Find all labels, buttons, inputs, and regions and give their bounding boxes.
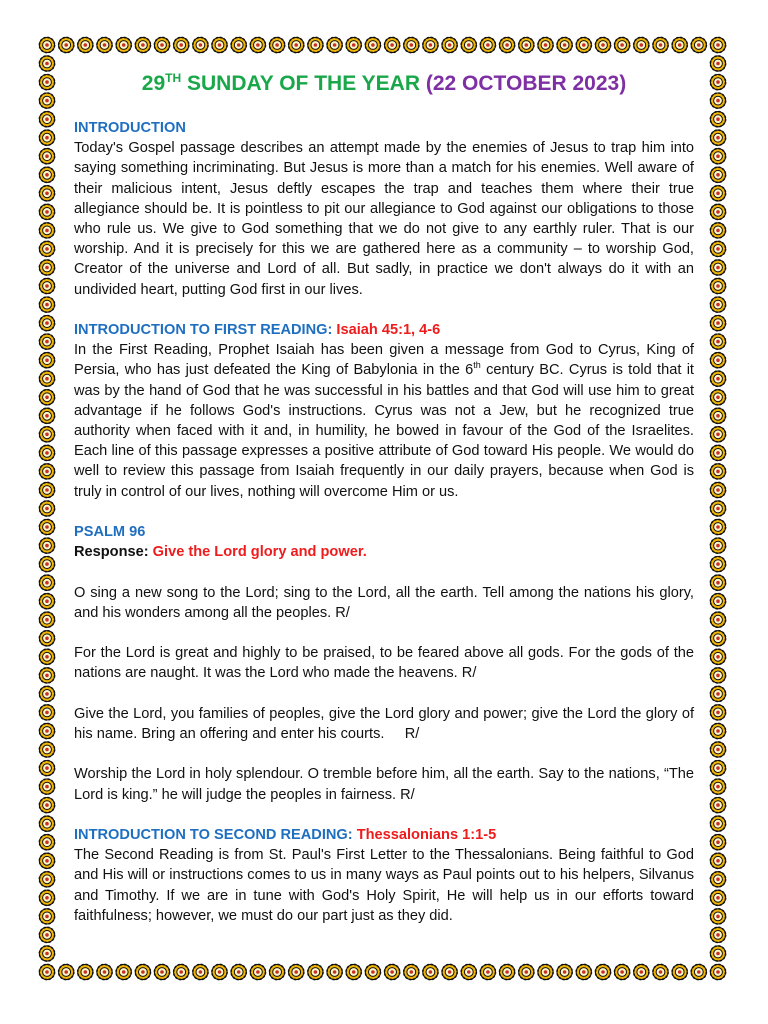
second-reading-section	[74, 825, 694, 926]
psalm-verse: For the Lord is great and highly to be praised, to be feared above all gods. For the gods of the nations are naught. It was the Lord who made the heavens. R/	[74, 645, 694, 682]
sunflower-ornament	[710, 353, 725, 368]
sunflower-ornament	[39, 705, 54, 720]
sunflower-ornament	[346, 37, 361, 52]
sunflower-ornament	[39, 149, 54, 164]
sunflower-ornament	[710, 334, 725, 349]
sunflower-ornament	[174, 37, 189, 52]
sunflower-ornament	[442, 37, 457, 52]
sunflower-ornament	[557, 964, 572, 979]
psalm-verse: Worship the Lord in holy splendour. O tremble before him, all the earth. Say to the nations, “The Lord is king.” he will judge the peoples in fairness. R/	[74, 766, 694, 803]
first-reading-text-part: century BC. Cyrus is told that it was by the hand of God that he was successful in his battles and that God will use him to great advantage if he follows God's instructions. Cyrus was not a Jew, but he recognized true authority when faced with it and, in humility, he bowed in favour of the God of the Israelites. Each line of this passage expresses a positive attribute of God toward His people. We would do well to review this passage from Isaiah frequently in our daily prayers, because when God is truly in control of our lives, nothing will overcome Him or us.	[74, 362, 694, 500]
sunflower-ornament	[653, 37, 668, 52]
sunflower-ornament	[595, 37, 610, 52]
sunflower-ornament	[270, 964, 285, 979]
sunflower-ornament	[97, 37, 112, 52]
sunflower-ornament	[39, 946, 54, 961]
first-reading-reference: Isaiah 45:1, 4-6	[336, 322, 441, 339]
sunflower-ornament	[39, 723, 54, 738]
sunflower-ornament	[634, 37, 649, 52]
sunflower-ornament	[710, 686, 725, 701]
sunflower-ornament	[710, 204, 725, 219]
sunflower-ornament	[39, 204, 54, 219]
sunflower-ornament	[39, 427, 54, 442]
sunflower-ornament	[710, 241, 725, 256]
psalm-response-line	[74, 542, 694, 562]
sunflower-ornament	[39, 130, 54, 145]
sunflower-ornament	[39, 112, 54, 127]
introduction-section	[74, 118, 694, 300]
sunflower-ornament	[710, 594, 725, 609]
sunflower-ornament	[39, 278, 54, 293]
sunflower-ornament	[710, 575, 725, 590]
sunflower-ornament	[59, 964, 74, 979]
sunflower-ornament	[710, 260, 725, 275]
sunflower-ornament	[212, 37, 227, 52]
sunflower-ornament	[97, 964, 112, 979]
sunflower-ornament	[710, 798, 725, 813]
sunflower-ornament	[39, 798, 54, 813]
sunflower-ornament	[710, 316, 725, 331]
sunflower-ornament	[39, 464, 54, 479]
sunflower-ornament	[39, 37, 54, 52]
sunflower-ornament	[710, 927, 725, 942]
sunflower-ornament	[231, 964, 246, 979]
sunflower-ornament	[710, 167, 725, 182]
sunflower-ornament	[710, 668, 725, 683]
sunflower-ornament	[423, 37, 438, 52]
sunflower-ornament	[39, 390, 54, 405]
sunflower-ornament	[442, 964, 457, 979]
sunflower-ornament	[39, 334, 54, 349]
sunflower-ornament	[193, 964, 208, 979]
first-reading-heading: INTRODUCTION TO FIRST READING:	[74, 322, 333, 339]
sunflower-ornament	[39, 575, 54, 590]
sunflower-ornament	[39, 316, 54, 331]
sunflower-ornament	[710, 705, 725, 720]
sunflower-ornament	[710, 278, 725, 293]
sunflower-ornament	[39, 964, 54, 979]
sunflower-ornament	[327, 964, 342, 979]
sunflower-ornament	[691, 37, 706, 52]
sunflower-ornament	[39, 93, 54, 108]
second-reading-reference: Thessalonians 1:1-5	[356, 827, 497, 843]
sunflower-ornament	[519, 37, 534, 52]
sunflower-ornament	[538, 37, 553, 52]
sunflower-ornament	[39, 631, 54, 646]
sunflower-ornament	[78, 37, 93, 52]
sunflower-ornament	[231, 37, 246, 52]
sunflower-ornament	[595, 964, 610, 979]
sunflower-ornament	[710, 946, 725, 961]
sunflower-ornament	[710, 464, 725, 479]
sunflower-ornament	[710, 390, 725, 405]
sunflower-ornament	[308, 37, 323, 52]
sunflower-ornament	[710, 538, 725, 553]
page-title	[74, 70, 694, 98]
sunflower-ornament	[480, 964, 495, 979]
sunflower-ornament	[365, 964, 380, 979]
sunflower-ornament	[672, 37, 687, 52]
second-reading-text: The Second Reading is from St. Paul's First Letter to the Thessalonians. Being faithful to God and His will or instructions comes to us in many ways as Paul points out to his helpers, Silvanus and Timothy. If we are in tune with God's Holy Spirit, He will help us in our efforts toward faithfulness; however, we must do our part just as they did.	[74, 847, 694, 924]
sunflower-ornament	[385, 37, 400, 52]
sunflower-ornament	[710, 742, 725, 757]
title-ordinal-suffix: TH	[165, 71, 182, 85]
sunflower-ornament	[634, 964, 649, 979]
sunflower-ornament	[710, 835, 725, 850]
sunflower-ornament	[39, 223, 54, 238]
sunflower-ornament	[710, 371, 725, 386]
sunflower-ornament	[135, 37, 150, 52]
sunflower-ornament	[39, 779, 54, 794]
sunflower-ornament	[461, 964, 476, 979]
second-reading-heading-line	[74, 825, 694, 845]
sunflower-ornament	[39, 761, 54, 776]
sunflower-ornament	[39, 408, 54, 423]
sunflower-ornament	[193, 37, 208, 52]
sunflower-ornament	[576, 964, 591, 979]
sunflower-ornament	[615, 964, 630, 979]
sunflower-ornament	[710, 853, 725, 868]
sunflower-ornament	[710, 445, 725, 460]
sunflower-ornament	[480, 37, 495, 52]
sunflower-ornament	[39, 445, 54, 460]
sunflower-ornament	[365, 37, 380, 52]
sunflower-ornament	[39, 167, 54, 182]
psalm-response-text: Give the Lord glory and power.	[152, 544, 367, 561]
sunflower-ornament	[154, 964, 169, 979]
sunflower-ornament	[710, 297, 725, 312]
sunflower-ornament	[39, 519, 54, 534]
title-main: SUNDAY OF THE YEAR	[187, 72, 420, 95]
sunflower-ornament	[404, 964, 419, 979]
sunflower-ornament	[212, 964, 227, 979]
sunflower-ornament	[710, 427, 725, 442]
sunflower-ornament	[308, 964, 323, 979]
sunflower-ornament	[174, 964, 189, 979]
sunflower-ornament	[710, 723, 725, 738]
sunflower-ornament	[710, 649, 725, 664]
sunflower-ornament	[710, 890, 725, 905]
sunflower-ornament	[404, 37, 419, 52]
first-reading-text	[74, 340, 694, 502]
sunflower-ornament	[116, 37, 131, 52]
sunflower-ornament	[39, 353, 54, 368]
sunflower-ornament	[500, 964, 515, 979]
sunflower-ornament	[691, 964, 706, 979]
sunflower-ornament	[250, 964, 265, 979]
sunflower-ornament	[270, 37, 285, 52]
sunflower-ornament	[39, 816, 54, 831]
sunflower-ornament	[710, 631, 725, 646]
sunflower-ornament	[710, 612, 725, 627]
sunflower-ornament	[653, 964, 668, 979]
sunflower-ornament	[39, 668, 54, 683]
sunflower-ornament	[557, 37, 572, 52]
sunflower-ornament	[710, 75, 725, 90]
title-date: (22 OCTOBER 2023)	[425, 72, 627, 95]
sunflower-ornament	[39, 241, 54, 256]
sunflower-ornament	[710, 501, 725, 516]
sunflower-ornament	[423, 964, 438, 979]
sunflower-ornament	[710, 149, 725, 164]
sunflower-ornament	[39, 742, 54, 757]
sunflower-ornament	[59, 37, 74, 52]
sunflower-ornament	[39, 594, 54, 609]
sunflower-ornament	[710, 112, 725, 127]
psalm-verse: Give the Lord, you families of peoples, give the Lord glory and power; give the Lord the glory of his name. Bring an offering and enter his courts. R/	[74, 705, 694, 743]
sunflower-ornament	[39, 835, 54, 850]
sunflower-ornament	[710, 816, 725, 831]
psalm-section	[74, 522, 694, 805]
sunflower-ornament	[710, 482, 725, 497]
sunflower-ornament	[385, 964, 400, 979]
first-reading-section	[74, 320, 694, 502]
sunflower-ornament	[576, 37, 591, 52]
sunflower-ornament	[39, 872, 54, 887]
sunflower-ornament	[346, 964, 361, 979]
sunflower-ornament	[710, 779, 725, 794]
sunflower-ornament	[710, 56, 725, 71]
psalm-response-label: Response:	[74, 544, 149, 561]
sunflower-ornament	[135, 964, 150, 979]
psalm-heading: PSALM 96	[74, 524, 146, 541]
sunflower-ornament	[39, 927, 54, 942]
first-reading-ordinal: th	[473, 360, 481, 371]
sunflower-ornament	[710, 186, 725, 201]
sunflower-ornament	[710, 223, 725, 238]
sunflower-ornament	[116, 964, 131, 979]
sunflower-ornament	[289, 37, 304, 52]
second-reading-heading: INTRODUCTION TO SECOND READING:	[74, 827, 353, 843]
sunflower-ornament	[710, 761, 725, 776]
sunflower-ornament	[500, 37, 515, 52]
sunflower-ornament	[39, 686, 54, 701]
sunflower-ornament	[710, 519, 725, 534]
sunflower-ornament	[710, 964, 725, 979]
sunflower-ornament	[710, 93, 725, 108]
sunflower-ornament	[39, 853, 54, 868]
sunflower-ornament	[519, 964, 534, 979]
sunflower-ornament	[39, 75, 54, 90]
sunflower-ornament	[250, 37, 265, 52]
sunflower-ornament	[327, 37, 342, 52]
sunflower-ornament	[78, 964, 93, 979]
sunflower-ornament	[39, 649, 54, 664]
sunflower-ornament	[710, 909, 725, 924]
sunflower-ornament	[39, 501, 54, 516]
sunflower-ornament	[710, 872, 725, 887]
introduction-text: Today's Gospel passage describes an attempt made by the enemies of Jesus to trap him into saying something incriminating. But Jesus is more than a match for his enemies. Well aware of their malicious intent, Jesus deftly escapes the trap and teaches them where their true allegiance should be. It is pointless to pit our allegiance to God against our obligations to those who rule us. We give to God something that we do not give to any earthly ruler. That is our worship. And it is precisely for this we are gathered here as a community – to worship God, Creator of the universe and Lord of all. But sadly, in practice we don't always do it with an undivided heart, putting God first in our lives.	[74, 140, 694, 298]
sunflower-ornament	[39, 482, 54, 497]
sunflower-ornament	[538, 964, 553, 979]
sunflower-ornament	[39, 557, 54, 572]
sunflower-ornament	[154, 37, 169, 52]
psalm-verse: O sing a new song to the Lord; sing to the Lord, all the earth. Tell among the nations his glory, and his wonders among all the peoples. R/	[74, 584, 694, 621]
sunflower-ornament	[461, 37, 476, 52]
title-number: 29	[141, 72, 166, 95]
sunflower-ornament	[39, 909, 54, 924]
sunflower-ornament	[39, 371, 54, 386]
document-body	[74, 70, 694, 926]
sunflower-ornament	[39, 890, 54, 905]
sunflower-ornament	[39, 538, 54, 553]
sunflower-ornament	[39, 186, 54, 201]
sunflower-ornament	[710, 130, 725, 145]
introduction-heading: INTRODUCTION	[74, 120, 186, 136]
sunflower-ornament	[672, 964, 687, 979]
sunflower-ornament	[289, 964, 304, 979]
first-reading-heading-line	[74, 320, 694, 340]
first-reading-text-part: In the First Reading, Prophet Isaiah has been given a message from God to Cyrus, King of Persia, who has just defeated the King of Babylonia in the 6	[74, 342, 694, 379]
sunflower-ornament	[710, 37, 725, 52]
sunflower-ornament	[710, 557, 725, 572]
sunflower-ornament	[39, 612, 54, 627]
sunflower-ornament	[615, 37, 630, 52]
sunflower-ornament	[39, 56, 54, 71]
sunflower-ornament	[39, 297, 54, 312]
sunflower-ornament	[39, 260, 54, 275]
sunflower-ornament	[710, 408, 725, 423]
